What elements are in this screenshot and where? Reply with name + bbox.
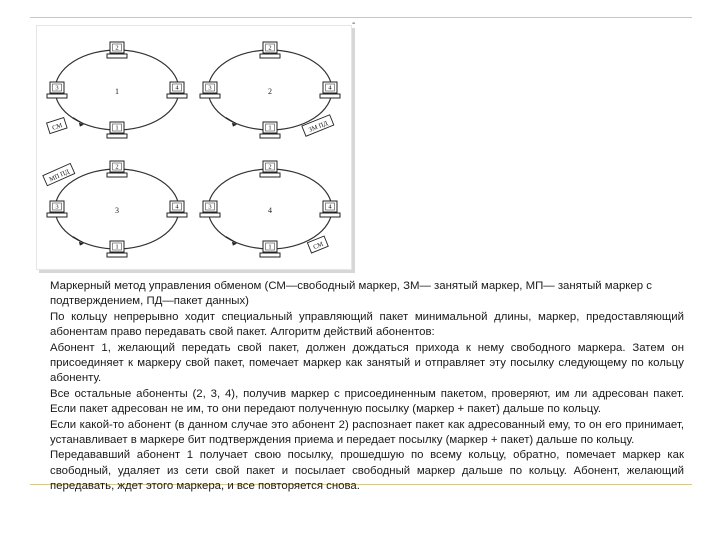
paragraph-step-1: Абонент 1, желающий передать свой пакет, должен дождаться прихода к нему свободного маркера. Затем он присоединяет к маркеру свой пакет, помечает маркер как занятый и отправляет эту посылку следующему по кольцу абоненту. [50, 341, 684, 385]
panel-number: 3 [115, 206, 119, 215]
stray-mark: - [352, 18, 356, 29]
node-label: 3 [208, 203, 212, 211]
node-label: 4 [328, 84, 332, 92]
computer-node-icon [47, 201, 67, 217]
token-ring-figure [36, 25, 352, 270]
panel-number: 2 [268, 87, 272, 96]
direction-arrow [226, 237, 236, 243]
computer-node-icon [320, 82, 340, 98]
computer-node-icon [200, 82, 220, 98]
paragraph-step-4: Передававший абонент 1 получает свою посылку, прошедшую по всему кольцу, обратно, помечает маркер как свободный, удаляет из сети свой пакет и посылает свободный маркер дальше по кольцу. Абонент, желающий передавать, ждет этого маркера, и все повторяется снова. [50, 449, 684, 493]
node-label: 3 [55, 84, 59, 92]
panel-number: 4 [268, 206, 272, 215]
paragraph-step-2: Все остальные абоненты (2, 3, 4), получив маркер с присоединенным пакетом, проверяют, им ли адресован пакет. Если пакет адресован не им, то они передают полученную посылку (маркер + пакет) дальше по кольцу. [50, 387, 684, 416]
top-divider [30, 17, 692, 18]
node-label: 1 [268, 243, 272, 251]
ring-panel-1 [47, 42, 187, 138]
computer-node-icon [260, 161, 280, 177]
computer-node-icon [260, 122, 280, 138]
token-tag-label: СМ [51, 122, 64, 132]
token-tag-label: СМ [312, 240, 325, 252]
computer-node-icon [320, 201, 340, 217]
computer-node-icon [107, 241, 127, 257]
token-ring-diagram [37, 26, 351, 269]
node-label: 2 [115, 163, 119, 171]
ring-panel-2 [200, 42, 340, 138]
paragraph-intro: По кольцу непрерывно ходит специальный управляющий пакет минимальной длины, маркер, предоставляющий абонентам право передавать свой пакет. Алгоритм действий абонентов: [50, 310, 684, 339]
panel-number: 1 [115, 87, 119, 96]
direction-arrow [73, 118, 83, 124]
direction-arrow [73, 237, 83, 243]
node-label: 2 [268, 44, 272, 52]
node-label: 3 [208, 84, 212, 92]
paragraph-caption: Маркерный метод управления обменом (СМ—свободный маркер, ЗМ— занятый маркер, МП— занятый маркер с подтверждением, ПД—пакет данных) [50, 280, 652, 308]
paragraph-step-3: Если какой-то абонент (в данном случае это абонент 2) распознает пакет как адресованный ему, то он его принимает, устанавливает в маркере бит подтверждения приема и передает посылку (маркер + пакет) дальше по кольцу. [50, 418, 684, 447]
token-tag-label: МП ПД [48, 168, 71, 184]
token-tag [47, 118, 68, 134]
token-tag [302, 115, 334, 136]
ring-panel-4 [200, 161, 340, 257]
ring-panel-3 [43, 161, 187, 257]
token-tag-label: ЗМ ПД [307, 119, 329, 134]
node-label: 4 [175, 203, 179, 211]
computer-node-icon [167, 201, 187, 217]
node-label: 4 [328, 203, 332, 211]
computer-node-icon [260, 241, 280, 257]
computer-node-icon [47, 82, 67, 98]
computer-node-icon [260, 42, 280, 58]
node-label: 4 [175, 84, 179, 92]
computer-node-icon [167, 82, 187, 98]
computer-node-icon [107, 122, 127, 138]
computer-node-icon [200, 201, 220, 217]
node-label: 1 [115, 243, 119, 251]
computer-node-icon [107, 42, 127, 58]
node-label: 3 [55, 203, 59, 211]
computer-node-icon [107, 161, 127, 177]
description-text [50, 279, 684, 495]
direction-arrow [226, 118, 236, 124]
node-label: 2 [115, 44, 119, 52]
node-label: 1 [268, 124, 272, 132]
node-label: 2 [268, 163, 272, 171]
node-label: 1 [115, 124, 119, 132]
